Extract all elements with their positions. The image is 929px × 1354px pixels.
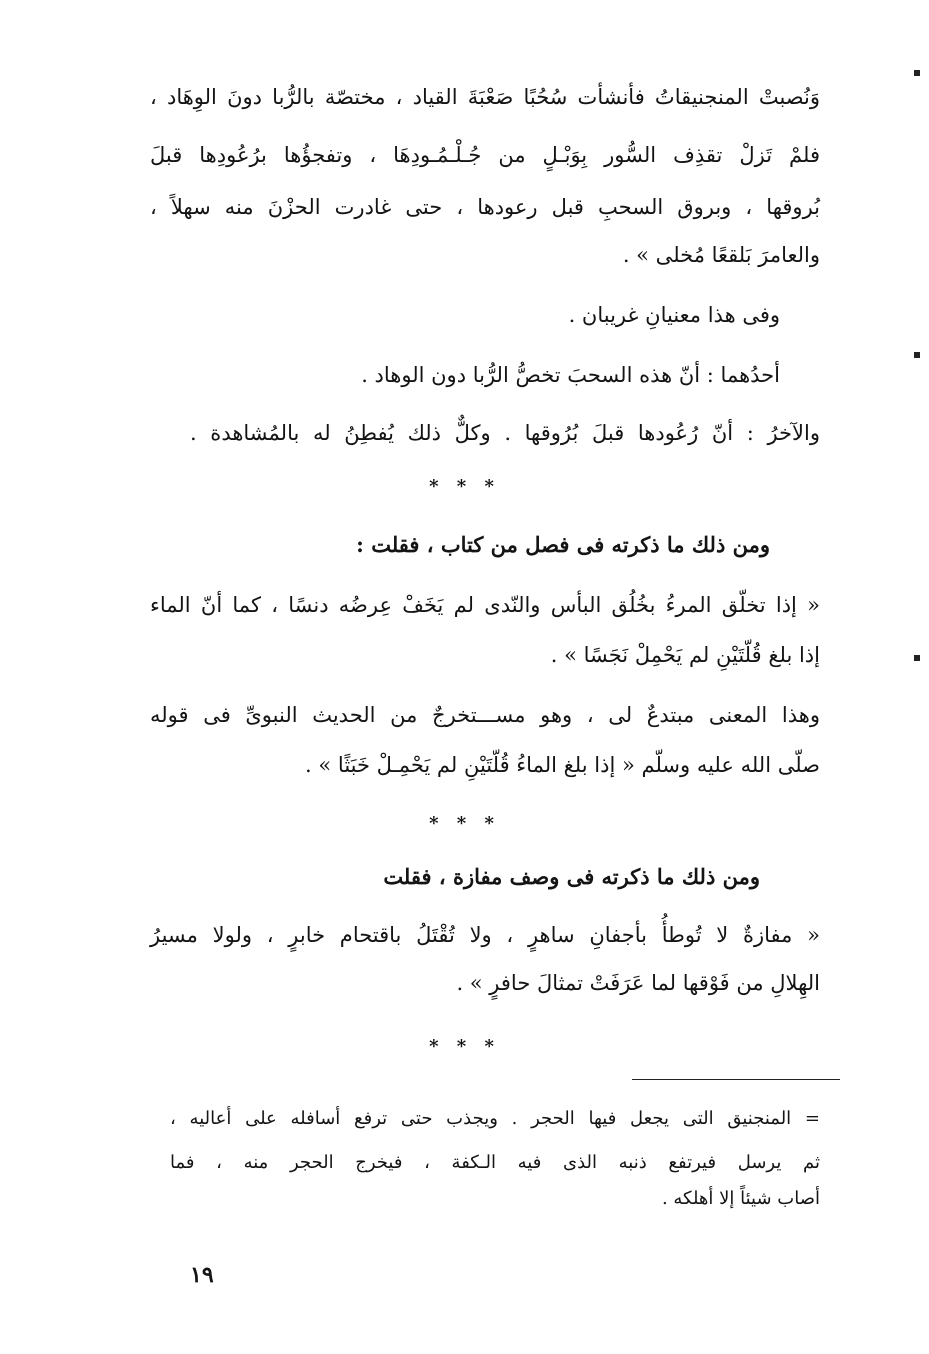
section-2-quote-line-2: إذا بلغ قُلّتَيْنِ لم يَحْمِلْ نَجَسًا » . [550,643,820,667]
section-2-commentary-line-1: وهذا المعنى مبتدعٌ لى ، وهو مســـتخرجٌ من الحديث النبوىِّ فى قوله [150,703,820,727]
section-2-heading: ومن ذلك ما ذكرته فى فصل من كتاب ، فقلت : [356,532,770,557]
paragraph-3: أحدُهما : أنّ هذه السحبَ تخصُّ الرُّبا دون الوهاد . [361,363,780,387]
margin-mark [914,655,920,661]
paragraph-1-line-2: فلمْ تَزلْ تقذِف السُّور بِوَبْـلٍ من جُـلْـمُـودِهَا ، وتفجؤُها برُعُودِها قبلَ [150,143,820,167]
section-2-quote-line-1: « إذا تخلّق المرءُ بخُلُق البأس والنّدى لم يَخَفْ عِرضُه دنسًا ، كما أنّ الماء [150,593,820,617]
section-3-heading: ومن ذلك ما ذكرته فى وصف مفازة ، فقلت [383,864,760,889]
paragraph-4: والآخرُ : أنّ رُعُودها قبلَ بُرُوقها . وكلٌّ ذلك يُفطِنُ له بالمُشاهدة . [190,421,820,445]
section-separator: * * * [429,813,500,834]
section-3-quote-line-1: « مفازةٌ لا تُوطأُ بأجفانِ ساهرٍ ، ولا تُقْتَلُ باقتحام خابرٍ ، ولولا مسيرُ [150,923,820,947]
paragraph-1-line-3: بُروقها ، وبروق السحبِ قبل رعودها ، حتى غادرت الحزْنَ منه سهلاً ، [150,195,820,219]
section-3-quote-line-2: الهِلالِ من فَوْقها لما عَرَفَتْ تمثالَ حافرٍ » . [456,971,820,995]
page-number: ١٩ [190,1262,214,1288]
margin-mark [914,70,920,76]
section-separator: * * * [429,1036,500,1057]
paragraph-1-line-4: والعامرَ بَلقعًا مُخلى » . [622,243,820,267]
paragraph-1-line-1: وَنُصبتْ المنجنيقاتُ فأنشأت سُحُبًا صَعْبَةَ القياد ، مختصّة بالرُّبا دونَ الوِهَاد ، [150,85,820,109]
margin-mark [914,352,920,358]
footnote-line-2: ثم يرسل فيرتفع ذنبه الذى فيه الـكفة ، فيخرج الحجر منه ، فما [170,1152,820,1173]
section-separator: * * * [429,476,500,497]
footnote-line-1: = المنجنيق التى يجعل فيها الحجر . ويجذب حتى ترفع أسافله على أعاليه ، [170,1108,820,1129]
paragraph-2: وفى هذا معنيانِ غريبان . [568,303,780,327]
footnote-rule [632,1079,840,1080]
section-2-commentary-line-2: صلّى الله عليه وسلّم « إذا بلغ الماءُ قُلّتَيْنِ لم يَحْمِـلْ خَبَثًا » . [305,753,820,777]
footnote-line-3: أصاب شيئاً إلا أهلكه . [661,1188,820,1209]
